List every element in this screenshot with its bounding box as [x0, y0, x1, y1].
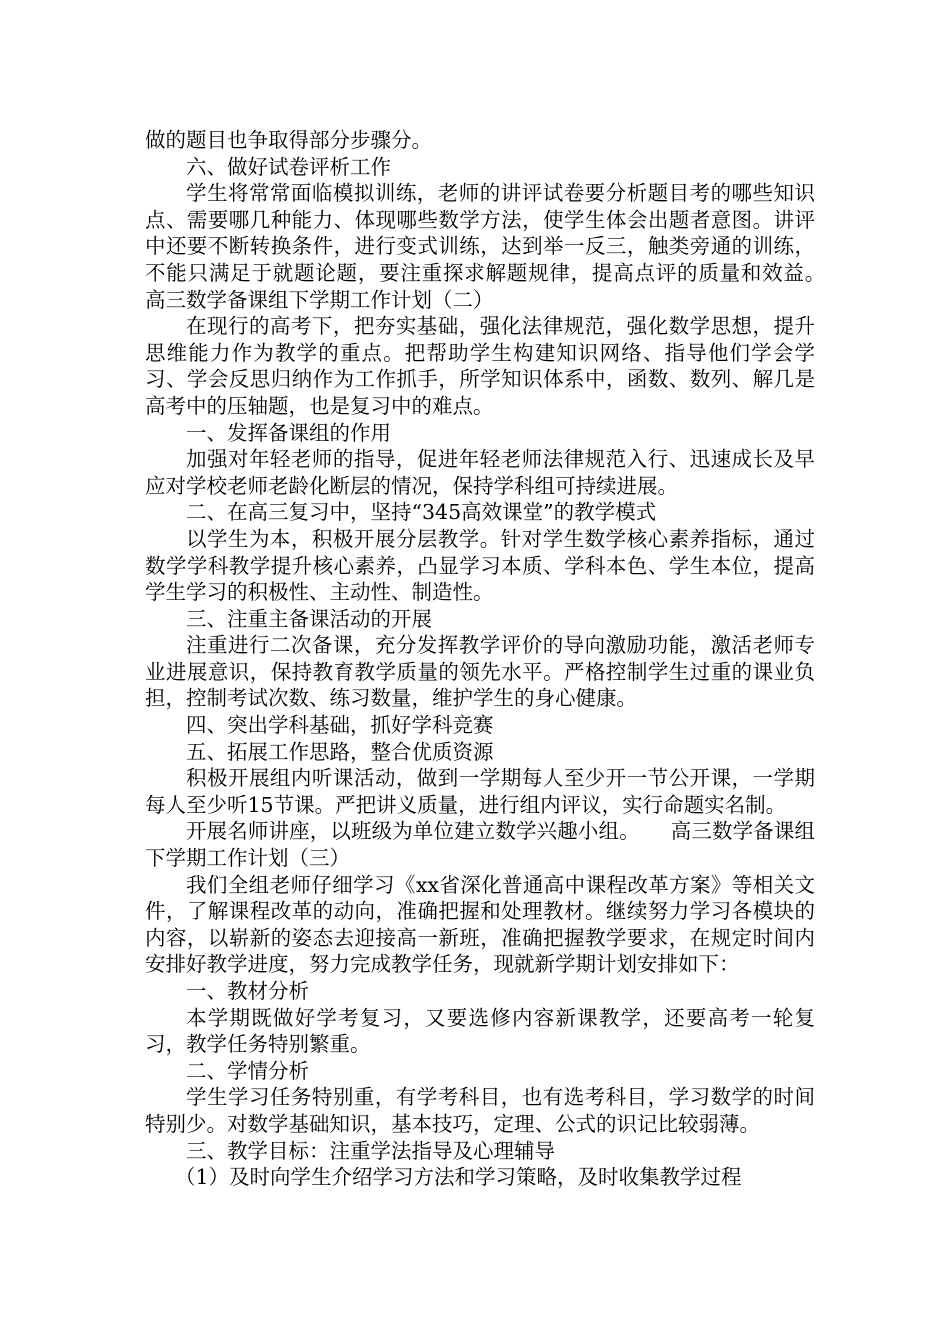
paragraph: 开展名师讲座，以班级为单位建立数学兴趣小组。 高三数学备课组下学期工作计划（三） [145, 819, 815, 871]
paragraph: 积极开展组内听课活动，做到一学期每人至少开一节公开课，一学期每人至少听15节课。严把讲义质量，进行组内评议，实行命题实名制。 [145, 766, 815, 817]
paragraph: 学生将常常面临模拟训练，老师的讲评试卷要分析题目考的哪些知识点、需要哪几种能力、体现哪些数学方法，使学生体会出题者意图。讲评中还要不断转换条件，进行变式训练，达到举一反三，触类旁通的训练，不能只满足于就题论题，要注重探求解题规律，提高点评的质量和效益。 高三数学备课组下学期工作计划（二） [145, 181, 856, 312]
section-heading: 二、学情分析 [186, 1058, 309, 1083]
section-heading: 一、教材分析 [186, 979, 309, 1003]
paragraph: 学生学习任务特别重，有学考科目，也有选考科目，学习数学的时间特别少。对数学基础知识，基本技巧，定理、公式的识记比较弱薄。 [145, 1085, 815, 1136]
paragraph: 注重进行二次备课，充分发挥教学评价的导向激励功能，激活老师专业进展意识，保持教育教学质量的领先水平。严格控制学生过重的课业负担，控制考试次数、练习数量，维护学生的身心健康。 [145, 633, 815, 711]
paragraph: 加强对年轻老师的指导，促进年轻老师法律规范入行、迅速成长及早应对学校老师老龄化断层的情况，保持学科组可持续进展。 [145, 447, 815, 498]
paragraph: 在现行的高考下，把夯实基础，强化法律规范，强化数学思想，提升思维能力作为教学的重点。把帮助学生构建知识网络、指导他们学会学习、学会反思归纳作为工作抓手，所学知识体系中，函数、数列、解几是高考中的压轴题，也是复习中的难点。 [145, 314, 815, 418]
paragraph: 我们全组老师仔细学习《xx省深化普通高中课程改革方案》等相关文件，了解课程改革的动向，准确把握和处理教材。继续努力学习各模块的内容，以崭新的姿态去迎接高一新班，准确把握教学要求，在规定时间内安排好教学进度，努力完成教学任务，现就新学期计划安排如下： [145, 872, 815, 977]
list-item: （1）及时向学生介绍学习方法和学习策略，及时收集教学过程 [175, 1165, 742, 1190]
section-heading: 一、发挥备课组的作用 [186, 420, 391, 445]
paragraph: 做的题目也争取得部分步骤分。 [145, 128, 432, 152]
paragraph: 以学生为本，积极开展分层教学。针对学生数学核心素养指标，通过数学学科教学提升核心素养，凸显学习本质、学科本色、学生本位，提高学生学习的积极性、主动性、制造性。 [145, 526, 815, 605]
section-heading: 三、注重主备课活动的开展 [186, 606, 432, 631]
section-heading: 三、教学目标：注重学法指导及心理辅导 [186, 1138, 555, 1163]
section-heading: 六、做好试卷评析工作 [186, 154, 391, 179]
paragraph: 本学期既做好学考复习，又要选修内容新课教学，还要高考一轮复习，教学任务特别繁重。 [145, 1005, 815, 1057]
document-body [145, 127, 856, 1191]
section-heading: 五、拓展工作思路，整合优质资源 [186, 739, 494, 764]
section-heading: 二、在高三复习中，坚持“345高效课堂”的教学模式 [186, 500, 657, 525]
section-heading: 四、突出学科基础，抓好学科竞赛 [186, 713, 494, 738]
